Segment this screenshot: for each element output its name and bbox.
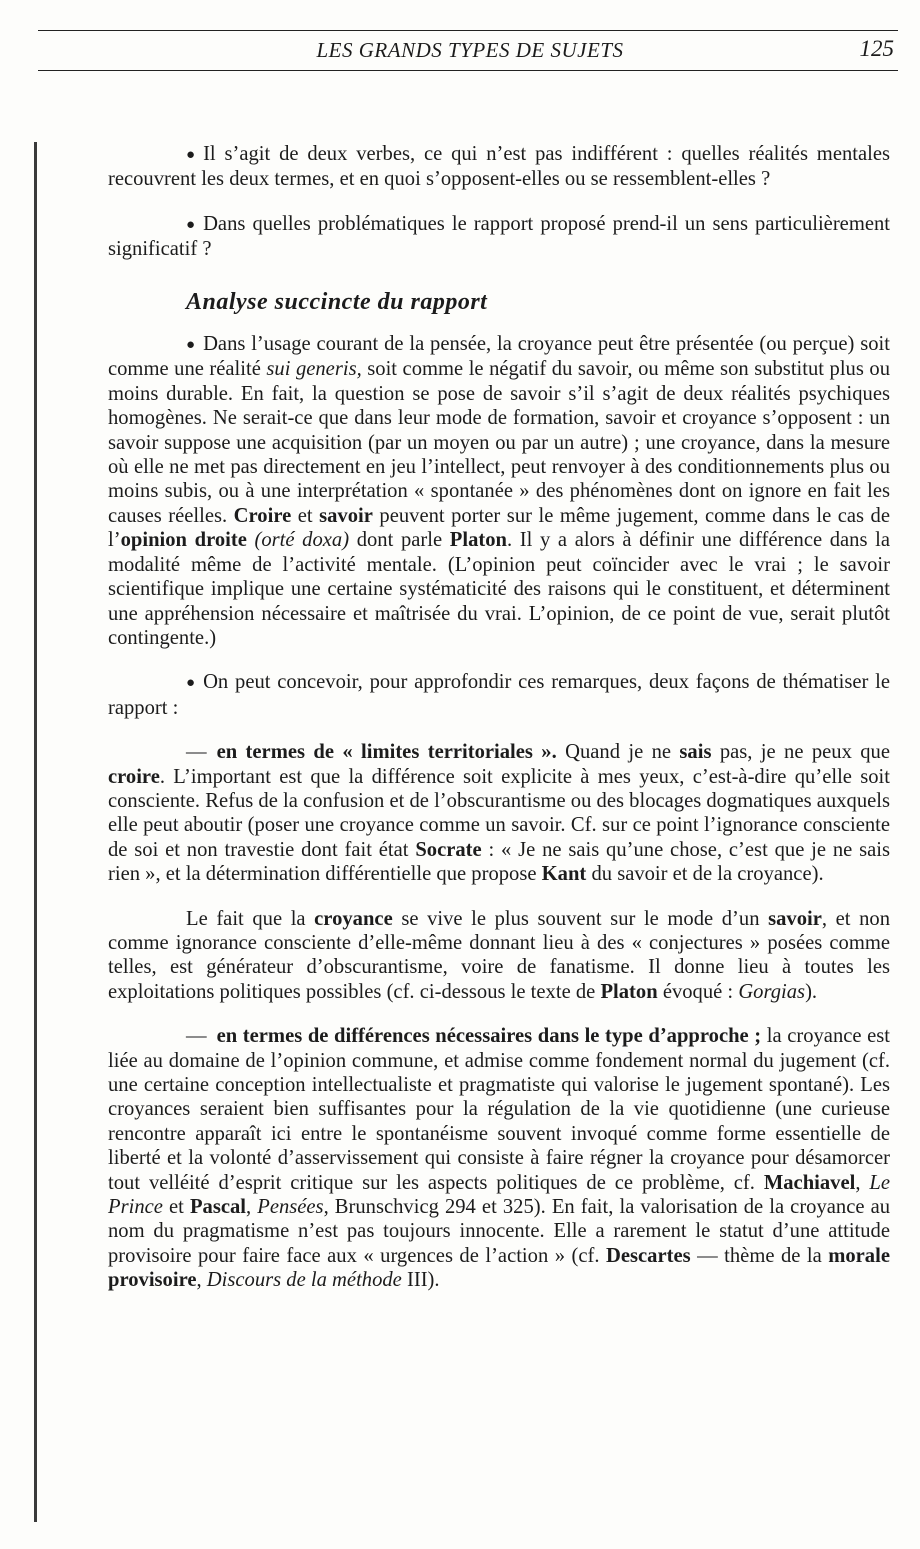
header-rule-bottom [38,70,898,71]
analysis-paragraph-territorial: — en termes de « limites territoriales ». Quand je ne sais pas, je ne peux que croire. L’important est que la différence soit explicite à mes yeux, c’est-à-dire qu’elle soit consciente. Refus de la confusion et de l’obscurantisme ou des blocages dogmatiques auxquels elle peut aboutir (poser une croyance comme un savoir. Cf. sur ce point l’ignorance consciente de soi et non travestie dont fait état Socrate : « Je ne sais qu’une chose, c’est que je ne sais rien », et la détermination différentielle que propose Kant du savoir et de la croyance). [108,741,890,886]
analysis-paragraph-1: ● Dans l’usage courant de la pensée, la croyance peut être présentée (ou perçue) soit comme une réalité sui generis, soit comme le négatif du savoir, ou même son substitut plus ou moins durable. En fait, la question se pose de savoir s’il s’agit de deux réalités psychiques homogènes. Ne serait-ce que dans leur mode de formation, savoir et croyance s’opposent : un savoir suppose une acquisition (par un moyen ou par un autre) ; une croyance, dans la mesure où elle ne met pas directement en jeu l’intellect, peut renvoyer à des conditionnements plus ou moins subis, ou à une interprétation « spontanée » des phénomènes dont on ignore en fait les causes réelles. Croire et savoir peuvent porter sur le même jugement, comme dans le cas de l’opinion droite (orté doxa) dont parle Platon. Il y a alors à définir une différence dans la modalité même de l’activité mentale. (L’opinion peut coïncider avec le vrai ; le savoir scientifique implique une certaine systématicité des raisons qui le constituent, et déterminent une appréhension nécessaire et maîtrisée du vrai. L’opinion, de ce point de vue, serait plutôt contingente.) [108,333,890,649]
bullet-icon: ● [186,337,196,354]
margin-vertical-bar [34,142,37,1522]
header-rule-top [38,30,898,31]
question-paragraph-2: ● Dans quelles problématiques le rapport proposé prend-il un sens particulièrement significatif ? [108,212,890,261]
question-paragraph-1: ● Il s’agit de deux verbes, ce qui n’est pas indifférent : quelles réalités mentales recouvrent les deux termes, et en quoi s’opposent-elles ou se ressemblent-elles ? [108,143,890,191]
em-dash: — [186,1025,207,1048]
em-dash: — [186,741,207,764]
bullet-icon: ● [186,216,196,233]
section-title: Analyse succincte du rapport [186,288,488,315]
bullet-icon: ● [186,675,196,692]
bullet-icon: ● [186,147,196,163]
page-number: 125 [859,36,894,61]
analysis-paragraph-approach: — en termes de différences nécessaires dans le type d’approche ; la croyance est liée au domaine de l’opinion commune, et admise comme fondement normal du jugement (cf. une certaine conception intellectualiste et pragmatiste qui valorise le jugement spontané). Les croyances seraient bien suffisantes pour la régulation de la vie quotidienne (une curieuse rencontre apparaît ici entre le spontanéisme souvent invoqué comme forme essentielle de liberté et la volonté d’asservissement qui consiste à faire régner la croyance pour désamorcer tout velléité d’esprit critique sur les aspects politiques de ce problème, cf. Machiavel, Le Prince et Pascal, Pensées, Brunschvicg 294 et 325). En fait, la valorisation de la croyance au nom du pragmatisme n’est pas toujours innocente. Elle a rarement le statut d’une attitude provisoire pour faire face aux « urgences de l’action » (cf. Descartes — thème de la morale provisoire, Discours de la méthode III). [108,1025,891,1292]
page-body [108,142,890,1293]
running-head-title: LES GRANDS TYPES DE SUJETS [316,38,624,62]
analysis-paragraph-fanaticism: Le fait que la croyance se vive le plus souvent sur le mode d’un savoir, et non comme ignorance consciente d’elle-même donnant lieu à des « conjectures » posées comme telles, est générateur d’obscurantisme, voire de fanatisme. Il donne lieu à toutes les exploitations politiques possibles (cf. ci-dessous le texte de Platon évoqué : Gorgias). [108,907,891,1003]
analysis-paragraph-2: ● On peut concevoir, pour approfondir ces remarques, deux façons de thématiser le rapport : [108,671,890,719]
